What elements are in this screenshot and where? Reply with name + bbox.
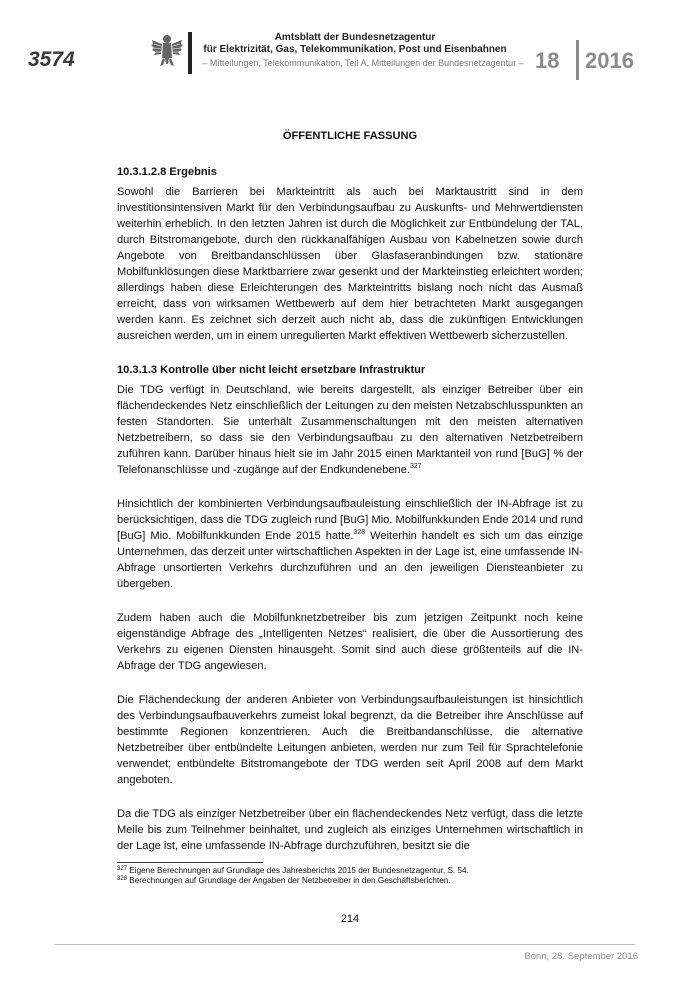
paragraph-text: Hinsichtlich der kombinierten Verbindungsaufbauleistung einschließlich der IN-Abfrage ist zu berücksichtigen, dass die TDG zugleich rund [BuG] Mio. Mobilfunkkunden Ende 2014 und rund [BuG] Mio. Mobilfunkkunden Ende 2015 hatte.: [117, 498, 584, 542]
footnotes: [117, 866, 587, 886]
gazette-title-line2: für Elektrizität, Gas, Telekommunikation, Post und Eisenbahnen: [203, 44, 507, 55]
footnote: [117, 876, 587, 886]
footnote-text: Berechnungen auf Grundlage der Angaben der Netzbetreiber in den Geschäftsberichten.: [127, 876, 451, 885]
footnote-number: 328: [117, 876, 128, 882]
gazette-title-line1: Amtsblatt der Bundesnetzagentur: [274, 32, 436, 43]
section-heading-ergebnis: 10.3.1.2.8 Ergebnis: [117, 166, 217, 178]
document-body: [117, 128, 583, 872]
paragraph-text: Weiterhin handelt es sich um das einzige Unternehmen, das derzeit unter wirtschaftlichen Aspekten in der Lage ist, eine umfassende IN-Abfrage unsortierten Verkehrs durchzuführen und an den jeweiligen Diensteanbieter zu übergeben.: [117, 530, 583, 590]
gazette-title: [200, 32, 510, 56]
paragraph: Sowohl die Barrieren bei Markteintritt als auch bei Marktaustritt sind in dem investitionsintensiven Markt für den Verbindungsaufbau zu Auskunfts- und Mehrwertdiensten weiterhin erheblich. In den letzten Jahren ist durch die Möglichkeit zur Entbündelung der TAL, durch Bitstromangebote, durch den rückkanalfähigen Ausbau von Kabelnetzen sowie durch Angebote von Breitbandanschlüssen über Glasfaseranbindungen bzw. stationäre Mobilfunklösungen diese Marktbarriere zwar gesenkt und der Markteinstieg erleichtert worden; allerdings haben diese Erleichterungen des Markteintritts bislang noch nicht das Ausmaß erreicht, dass von wirksamen Wettbewerb auf dem hier betrachteten Markt ausgegangen werden kann. Es zeichnet sich derzeit auch nicht ab, dass die zukünftigen Entwicklungen ausreichen werden, um in einem unregulierten Markt effektiven Wettbewerb sicherzustellen.: [117, 186, 583, 342]
header-divider: [188, 32, 192, 74]
issue-number: 18: [535, 48, 560, 73]
paragraph: [117, 382, 583, 478]
gazette-subtitle: – Mitteilungen, Telekommunikation, Teil A, Mitteilungen der Bundesnetzagentur –: [202, 58, 524, 68]
paragraph: Da die TDG als einziger Netzbetreiber über ein flächendeckendes Netz verfügt, dass die letzte Meile bis zum Teilnehmer beinhaltet, und zugleich als einziges Unternehmen wirtschaftlich in der Lage ist, eine umfassende IN-Abfrage durchzuführen, besitzt sie die: [117, 808, 583, 852]
footnote-number: 327: [117, 866, 128, 872]
document-page-number: 214: [340, 913, 360, 925]
paragraph: Zudem haben auch die Mobilfunknetzbetreiber bis zum jetzigen Zeitpunkt noch keine eigenständige Abfrage des „Intelligenten Netzes“ realisiert, die über die Aussortierung des Verkehrs zu eigenen Diensten hinausgeht. Somit sind auch diese größtenteils auf die IN-Abfrage der TDG angewiesen.: [117, 612, 583, 672]
place-date: Bonn, 28. September 2016: [524, 951, 638, 962]
footnote: [117, 866, 587, 876]
paragraph-text: Die TDG verfügt in Deutschland, wie bereits dargestellt, als einziger Betreiber über ein flächendeckendes Netz einschließlich der Leitungen zu den meisten Netzabschlusspunkten an festen Standorten. Sie unterhält Zusammenschaltungen mit den meisten alternativen Netzbetreibern, so dass sie den Verbindungsaufbau zu den alternativen Netzbetreibern zuführen kann. Darüber hinaus hielt sie im Jahr 2015 einen Marktanteil von rund [BuG] % der Telefonanschlüsse und -zugänge auf der Endkundenebene.: [117, 384, 583, 476]
gazette-page-number: 3574: [28, 48, 75, 71]
federal-eagle-icon: [150, 32, 184, 70]
public-version-title: ÖFFENTLICHE FASSUNG: [282, 130, 418, 142]
footnote-separator: [117, 862, 263, 863]
issue-year: 2016: [585, 48, 634, 73]
page-header: [0, 0, 700, 90]
footnote-ref: 328: [353, 529, 366, 536]
section-heading-infrastruktur: 10.3.1.3 Kontrolle über nicht leicht ersetzbare Infrastruktur: [117, 364, 426, 376]
footnote-ref: 327: [409, 463, 422, 470]
footer-rule: [55, 944, 635, 945]
footnote-text: Eigene Berechnungen auf Grundlage des Jahresberichts 2015 der Bundesnetzagentur, S. 54.: [127, 866, 469, 875]
paragraph: [117, 496, 583, 592]
paragraph: Die Flächendeckung der anderen Anbieter von Verbindungsaufbauleistungen ist hinsichtlich des Verbindungsaufbauverkehrs zumeist lokal begrenzt, da die Betreiber ihre Anschlüsse auf bestimmte Regionen konzentrieren. Auch die Breitbandanschlüsse, die alternative Netzbetreiber über entbündelte Leitungen anbieten, werden nur zum Teil für Sprachtelefonie verwendet; entbündelte Bitstromangebote der TDG werden seit April 2008 auf dem Markt angeboten.: [117, 694, 583, 786]
issue-divider: [576, 40, 579, 80]
